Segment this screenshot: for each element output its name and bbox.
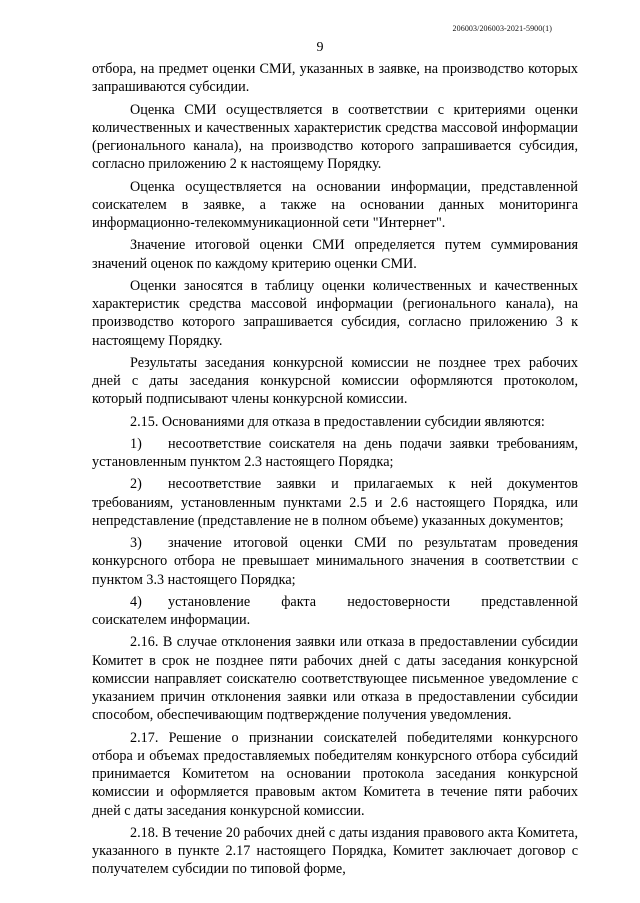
list-number: 4) bbox=[130, 593, 142, 610]
paragraph-score-table: Оценки заносятся в таблицу оценки количественных и качественных характеристик средства массовой информации (регионального канала), на производство которого запрашивается субсидия, согласно приложению 3 к настоящему Порядку. bbox=[92, 277, 578, 349]
list-number: 3) bbox=[130, 535, 142, 551]
list-item-text: значение итоговой оценки СМИ по результатам проведения bbox=[168, 535, 578, 551]
list-number: 2) bbox=[130, 476, 142, 493]
paragraph-evaluation-basis: Оценка осуществляется на основании информации, представленной соискателем в заявке, а также на основании данных мониторинга информационно-телекоммуникационной сети "Интернет". bbox=[92, 178, 578, 231]
refusal-item-3 bbox=[92, 534, 578, 552]
document-id: 206003/206003-2021-5900(1) bbox=[452, 24, 552, 33]
paragraph-commission-protocol: Результаты заседания конкурсной комиссии не позднее трех рабочих дней с даты заседания конкурсной комиссии оформляются протоколом, который подписывают члены конкурсной комиссии. bbox=[92, 354, 578, 408]
refusal-item-2 bbox=[92, 475, 578, 493]
page-number: 9 bbox=[316, 40, 324, 55]
paragraph-continuation: отбора, на предмет оценки СМИ, указанных в заявке, на производство которых запрашиваются субсидии. bbox=[92, 61, 578, 96]
list-item-continuation: конкурсного отбора не превышает минимального значения в соответствии с пунктом 3.3 настоящего Порядка; bbox=[92, 553, 578, 588]
list-item-text: несоответствие заявки и прилагаемых к ней документов bbox=[168, 476, 578, 493]
paragraph-final-score: Значение итоговой оценки СМИ определяется путем суммирования значений оценок по каждому критерию оценки СМИ. bbox=[92, 237, 578, 272]
paragraph-smi-evaluation-criteria: Оценка СМИ осуществляется в соответствии с критериями оценки количественных и качественных характеристик средства массовой информации (регионального канала), на производство которого запрашивается субсидия, согласно приложению 2 к настоящему Порядку. bbox=[92, 101, 578, 173]
refusal-item-1 bbox=[92, 435, 578, 453]
list-item-continuation: требованиям, установленным пунктами 2.5 и 2.6 настоящего Порядка, или непредставление (представление не в полном объеме) указанных документов; bbox=[92, 494, 578, 529]
clause-2-16: 2.16. В случае отклонения заявки или отказа в предоставлении субсидии Комитет в срок не позднее пяти рабочих дней с даты заседания конкурсной комиссии направляет соискателю соответствующее письменное уведомление с указанием причин отклонения заявки или отказа в предоставлении субсидии способом, обеспечивающим подтверждение получения уведомления. bbox=[92, 634, 578, 724]
list-item-continuation: соискателем информации. bbox=[92, 612, 251, 628]
refusal-item-4 bbox=[92, 593, 578, 611]
list-item-text: несоответствие соискателя на день подачи заявки требованиям, bbox=[168, 435, 578, 452]
clause-2-17: 2.17. Решение о признании соискателей победителями конкурсного отбора и объемах предоставляемых победителям конкурсного отбора субсидий принимается Комитетом на основании протокола заседания конкурсной комиссии и оформляется правовым актом Комитета в течение пяти рабочих дней с даты заседания конкурсной комиссии. bbox=[92, 729, 578, 819]
list-number: 1) bbox=[130, 435, 142, 452]
clause-2-18: 2.18. В течение 20 рабочих дней с даты издания правового акта Комитета, указанного в пункте 2.17 настоящего Порядка, Комитет заключает договор с получателем субсидии по типовой форме, bbox=[92, 824, 578, 878]
document-body bbox=[92, 60, 578, 879]
list-item-text: установление факта недостоверности представленной bbox=[168, 593, 578, 610]
list-item-continuation: установленным пунктом 2.3 настоящего Порядка; bbox=[92, 454, 394, 470]
clause-2-15-heading: 2.15. Основаниями для отказа в предоставлении субсидии являются: bbox=[130, 413, 545, 430]
